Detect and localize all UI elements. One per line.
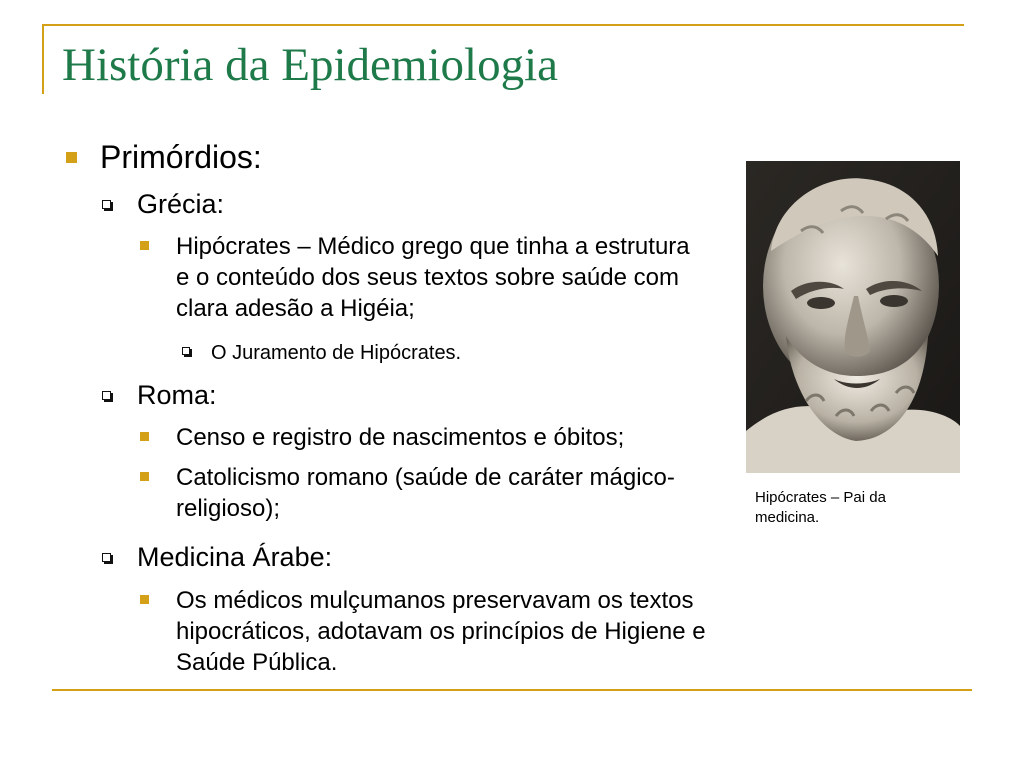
subheading-grecia: Grécia:	[137, 189, 225, 219]
left-rule	[42, 24, 44, 94]
checkbox-bullet-icon	[102, 553, 111, 562]
square-bullet-icon	[66, 152, 77, 163]
bottom-rule	[52, 689, 972, 691]
hippocrates-portrait-icon	[746, 161, 960, 473]
item-catolicismo: Catolicismo romano (saúde de caráter mágico-religioso);	[176, 464, 675, 522]
square-bullet-icon	[140, 595, 149, 604]
checkbox-bullet-icon	[102, 391, 111, 400]
portrait-caption: Hipócrates – Pai da medicina.	[755, 489, 886, 526]
item-medicos-mulcumanos: Os médicos mulçumanos preservavam os textos hipocráticos, adotavam os princípios de Higiene e Saúde Pública.	[176, 587, 706, 676]
checkbox-bullet-icon	[182, 347, 190, 355]
square-bullet-icon	[140, 432, 149, 441]
slide-title: História da Epidemiologia	[62, 39, 559, 91]
heading-primordios: Primórdios:	[100, 139, 262, 175]
square-bullet-icon	[140, 241, 149, 250]
subheading-medicina-arabe: Medicina Árabe:	[137, 542, 333, 572]
subheading-roma: Roma:	[137, 380, 217, 410]
item-hipocrates: Hipócrates – Médico grego que tinha a estrutura e o conteúdo dos seus textos sobre saúde com clara adesão a Higéia;	[176, 233, 690, 322]
checkbox-bullet-icon	[102, 200, 111, 209]
item-censo: Censo e registro de nascimentos e óbitos;	[176, 424, 625, 451]
item-juramento: O Juramento de Hipócrates.	[211, 342, 462, 364]
square-bullet-icon	[140, 472, 149, 481]
top-rule	[42, 24, 964, 26]
